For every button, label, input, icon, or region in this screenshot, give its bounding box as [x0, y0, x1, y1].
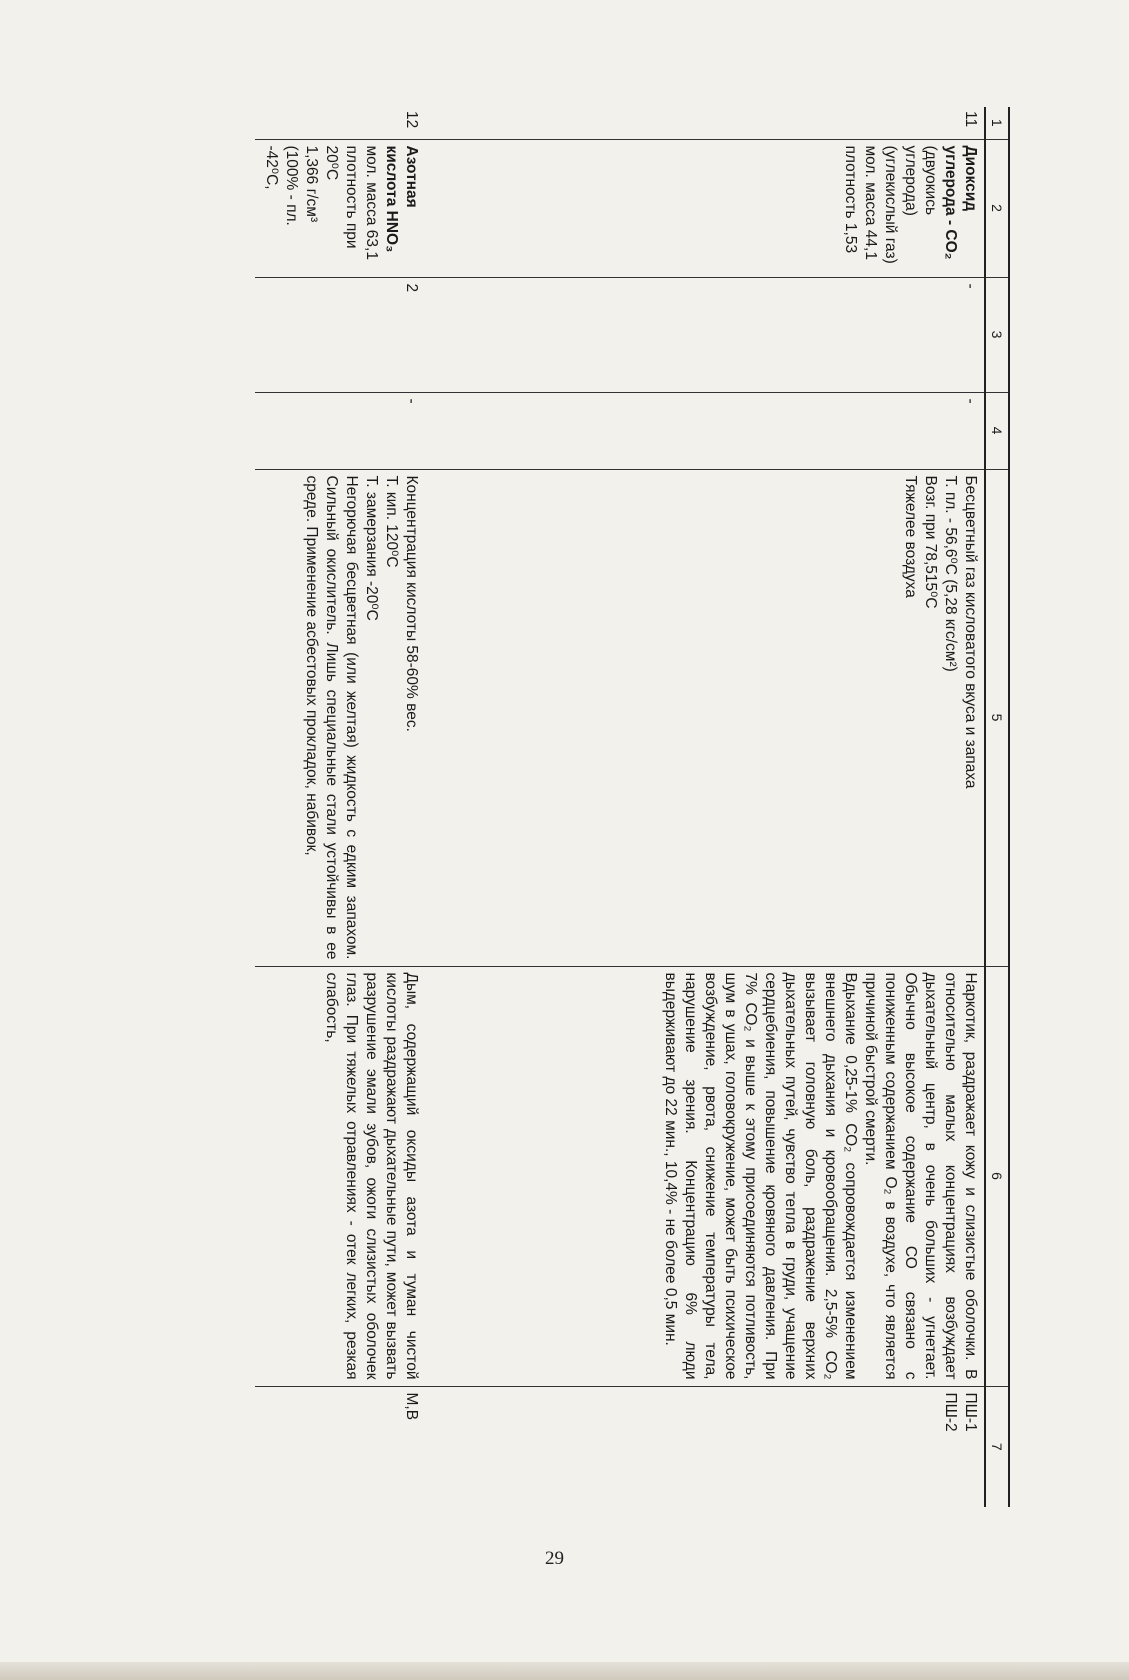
substance-name: Диоксид углерода - CO₂	[942, 145, 979, 260]
substance-detail: мол. масса 63,1	[363, 145, 380, 260]
limit-cell: -	[255, 392, 425, 469]
protection-code: ПШ-2	[942, 1392, 959, 1432]
substance-name-cell	[255, 139, 425, 277]
property-line: Возг. при 78,515⁰С	[922, 475, 939, 609]
protection-code: М,В	[403, 1392, 420, 1421]
properties-cell	[425, 469, 985, 966]
substance-detail: 1,366 г/см³	[303, 145, 320, 223]
substance-detail: (углекислый газ)	[882, 145, 899, 264]
hazard-substances-table	[255, 107, 1010, 1507]
protection-cell	[255, 1386, 425, 1507]
row-number: 12	[403, 111, 420, 129]
substance-detail: плотность 1,53	[842, 145, 859, 254]
limit-cell: -	[425, 392, 985, 469]
toxic-effect-cell	[255, 966, 425, 1386]
toxic-effect-cell	[425, 966, 985, 1386]
effect-paragraph: Дым, содержащий оксиды азота и туман чистой кислоты раздражают дыхательные пути, может вызвать разрушение эмали зубов, ожоги слизистых оболочек глаз. При тяжелых отравлениях - отек легких, резкая слабость,	[323, 972, 420, 1380]
page-bottom-edge	[0, 1662, 1129, 1680]
column-header: 1	[985, 107, 1009, 139]
effect-paragraph: Наркотик, раздражает кожу и слизистые оболочки. В относительно малых концентрациях возбуждает дыхательный центр, в очень больших - угнетает. Обычно высокое содержание СО связано с пониженным содержанием О₂ в воздухе, что является причиной быстрой смерти.	[862, 972, 979, 1380]
substance-detail: мол. масса 44,1	[862, 145, 879, 260]
effect-paragraph: Вдыхание 0,25-1% СО₂ сопровождается изменением внешнего дыхания и кровообращения. 2,5-5% СО₂ вызывает головную боль, раздражение верхних дыхательных путей, чувство тепла в груди, учащение сердцебиения, повышение кровяного давления. При 7% СО₂ и выше к этому присоединяются потливость, шум в ушах, головокружение, может быть психическое возбуждение, рвота, снижение температуры тела, нарушение зрения. Концентрацию 6% люди выдерживают до 22 мин., 10,4% - не более 0,5 мин.	[662, 972, 859, 1380]
property-line: Т. пл. - 56,6⁰С (5,28 кгс/см²)	[942, 475, 959, 672]
property-line: Т. кип. 120⁰С	[383, 475, 400, 568]
column-header: 2	[985, 139, 1009, 277]
property-line: Т. замерзания -20⁰С	[363, 475, 380, 621]
protection-code: ПШ-1	[962, 1392, 979, 1432]
substance-detail: плотность при 20⁰С	[323, 145, 360, 249]
property-line: Тяжелее воздуха	[902, 475, 919, 598]
hazard-class-cell: -	[425, 277, 985, 392]
column-header: 7	[985, 1386, 1009, 1507]
rotated-table-wrapper	[130, 107, 1010, 1507]
substance-name: Азотная кислота HNO₃	[383, 145, 420, 253]
property-paragraph: Негорючая бесцветная (или желтая) жидкость с едким запахом. Сильный окислитель. Лишь специальные стали устойчивы в ее среде. Применение асбестовых прокладок, набивок,	[303, 475, 360, 960]
properties-cell	[255, 469, 425, 966]
table-row	[255, 107, 425, 1507]
property-line: Бесцветный газ кисловатого вкуса и запаха	[962, 475, 979, 789]
substance-name-cell	[425, 139, 985, 277]
property-line: Концентрация кислоты 58-60% вес.	[403, 475, 420, 732]
table-row	[425, 107, 985, 1507]
table-header-row	[985, 107, 1009, 1507]
substance-detail: (двуокись углерода)	[902, 145, 939, 216]
column-header: 3	[985, 277, 1009, 392]
column-header: 4	[985, 392, 1009, 469]
hazard-class-cell: 2	[255, 277, 425, 392]
row-number: 11	[962, 111, 979, 128]
column-header: 6	[985, 966, 1009, 1386]
column-header: 5	[985, 469, 1009, 966]
page-number: 29	[545, 1548, 564, 1569]
protection-cell	[425, 1386, 985, 1507]
substance-detail: (100% - пл. -42⁰С,	[263, 145, 300, 226]
